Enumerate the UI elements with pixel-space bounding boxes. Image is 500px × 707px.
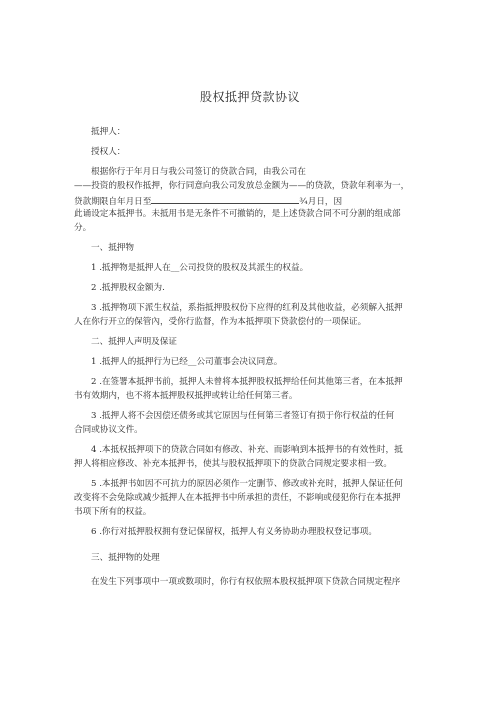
- intro-text: 贷款期限自年月日至: [74, 197, 152, 207]
- section-heading: 二、抵押人声明及保证: [91, 337, 177, 347]
- clause-text: 3 .抵押物项下派生权益，系指抵押股权份下应得的红利及其他收益，必须解入抵押: [91, 303, 403, 313]
- clause-text: 合同或协议文件。: [74, 425, 143, 435]
- clause-text: 4 .本抵权抵押项下的贷款合同如有修改、补充、而影响到本抵押书的有效性时，抵: [91, 445, 403, 455]
- document-title: 股权抵押贷款协议: [199, 90, 300, 104]
- clause-text: 1 .抵押物是抵押人在__公司投贷的股权及其派生的权益。: [91, 263, 309, 273]
- clause-text: 1 .抵押人的抵押行为已经__公司董事会决议同意。: [91, 357, 283, 367]
- clause-text: 2 .抵押股权金额为.: [91, 283, 165, 293]
- clause-text: 6 .你行对抵押股权拥有登记保留权，抵押人有义务协助办理股权登记事项。: [91, 527, 377, 537]
- clause-text: 书有效期内，也不将本抵押股权抵押或转让给任何第三者。: [74, 391, 298, 401]
- clause-text: 书项下所有的权益。: [74, 507, 152, 517]
- blank-underline: [151, 194, 299, 204]
- section-heading: 三、抵押物的处理: [91, 553, 160, 563]
- clause-text: 改变将不会免除或减少抵押人在本抵押书中所承担的责任，不影响或侵犯你行在本抵押: [74, 493, 401, 503]
- pledgee-label: 授权人：: [91, 147, 126, 157]
- clause-text: 人在你行开立的保管內，受你行监督，作为本抵押项下贷款偿付的一项保证。: [74, 317, 367, 327]
- intro-line: ——投资的股权作抵押，你行同意向我公司发放总金额为——的贷款，贷款年利率为一，: [74, 181, 410, 191]
- clause-text: 2 .在签署本抵押书前，抵押人未曾将本抵押股权抵押给任何其他第三者，在本抵押: [91, 377, 403, 387]
- intro-line: 分。: [74, 223, 92, 233]
- intro-text: ¾月日，因: [299, 197, 343, 207]
- section-heading: 一、抵押物: [91, 243, 134, 253]
- pledgor-label: 抵押人：: [91, 127, 126, 137]
- intro-line: 此诵设定本抵押书。未抵用书是无条件不可撤销的，是上述贷款合同不可分割的组成部: [74, 209, 401, 219]
- intro-line: [74, 194, 342, 208]
- clause-text: 押人将相应修改、补充本抵押书，使其与股权抵押项下的贷款合同规定要求相一致。: [74, 459, 392, 469]
- clause-text: 3 .抵押人将不会因偿还债务或其它原因与任何第三者签订有损于你行权益的任何: [91, 411, 395, 421]
- clause-text: 在发生下列事项中一项或数项时，你行有权依照本股权抵押项下贷款合同规定程序: [91, 577, 401, 587]
- intro-line: 根据你行于年月日与我公司签订的贷款合同，由我公司在: [91, 167, 306, 177]
- clause-text: 5 .本抵押书如因不可抗力的原因必须作一定删节、修改或补充时，抵押人保证任何: [91, 479, 403, 489]
